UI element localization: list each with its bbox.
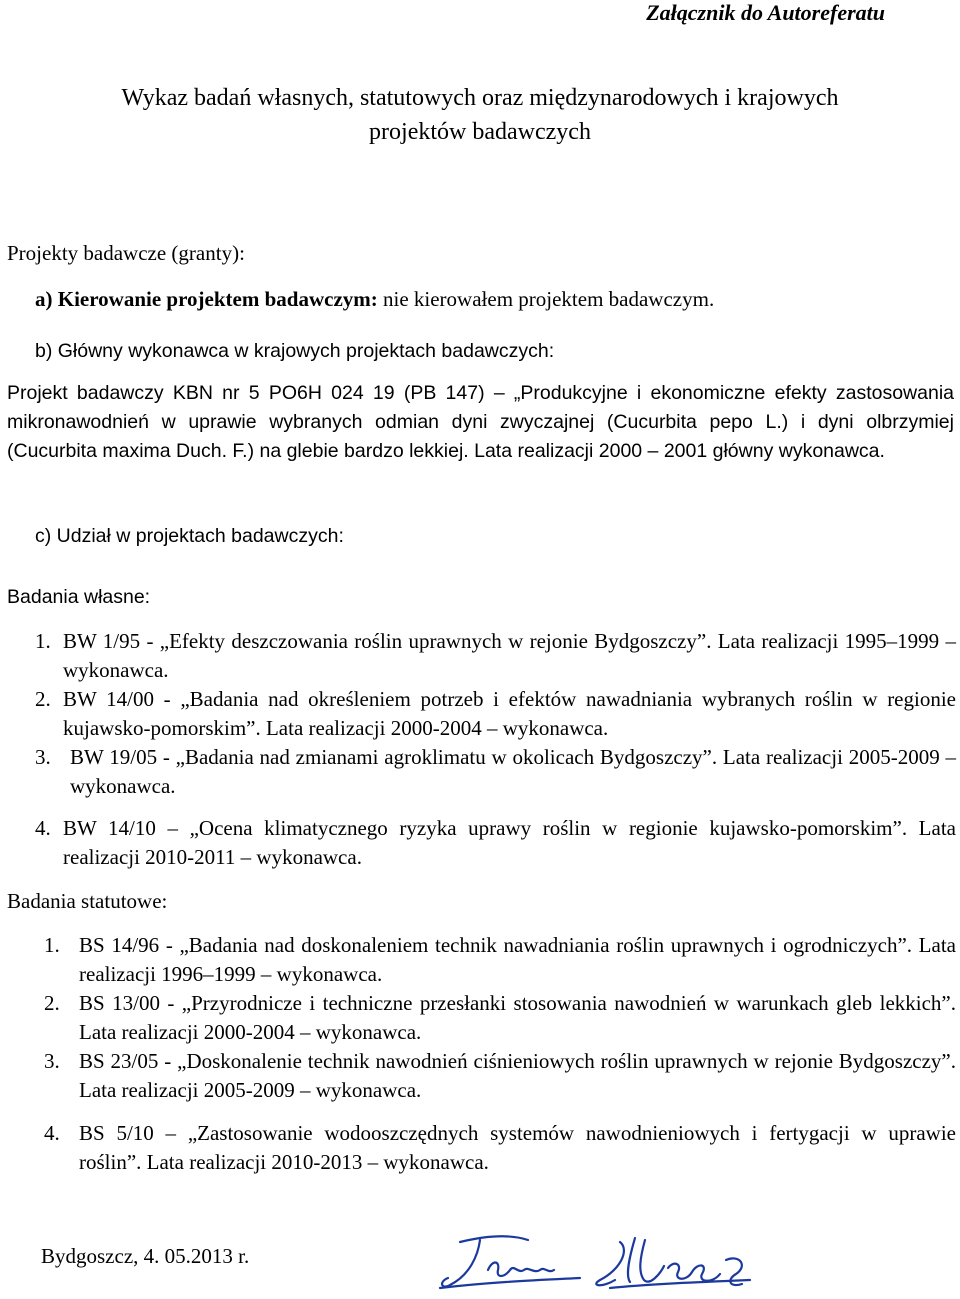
list-item-number: 3. bbox=[44, 1049, 60, 1073]
own-research-item-2 bbox=[35, 685, 956, 743]
list-item-number: 3. bbox=[35, 745, 51, 769]
list-item-number: 4. bbox=[44, 1121, 60, 1145]
own-research-item-4 bbox=[35, 814, 956, 872]
statutory-research-item-1 bbox=[44, 931, 956, 989]
list-item-text: BW 14/10 – „Ocena klimatycznego ryzyka uprawy roślin w regionie kujawsko-pomorskim”. Lata realizacji 2010-2011 – wykonawca. bbox=[63, 816, 956, 869]
grants-item-c-heading: c) Udział w projektach badawczych: bbox=[35, 525, 344, 547]
handwritten-signature bbox=[430, 1230, 760, 1295]
grants-item-b-heading: b) Główny wykonawca w krajowych projektach badawczych: bbox=[35, 340, 555, 362]
list-item-number: 2. bbox=[35, 687, 51, 711]
document-title-line-1: Wykaz badań własnych, statutowych oraz międzynarodowych i krajowych bbox=[121, 85, 839, 111]
appendix-label: Załącznik do Autoreferatu bbox=[646, 0, 885, 25]
signature-strokes bbox=[440, 1236, 750, 1288]
list-item-text: BW 14/00 - „Badania nad określeniem potrzeb i efektów nawadniania wybranych roślin w regionie kujawsko-pomorskim”. Lata realizacji 2000-2004 – wykonawca. bbox=[63, 687, 956, 740]
statutory-research-heading: Badania statutowe: bbox=[7, 889, 168, 913]
statutory-research-item-4 bbox=[44, 1119, 956, 1177]
list-item-text: BW 19/05 - „Badania nad zmianami agroklimatu w okolicach Bydgoszczy”. Lata realizacji 2005-2009 – wykonawca. bbox=[70, 745, 956, 798]
list-item-text: BS 13/00 - „Przyrodnicze i techniczne przesłanki stosowania nawodnień w warunkach gleb lekkich”. Lata realizacji 2000-2004 – wykonawca. bbox=[79, 991, 956, 1044]
grants-item-b-text: Projekt badawczy KBN nr 5 PO6H 024 19 (PB 147) – „Produkcyjne i ekonomiczne efekty zastosowania mikronawodnień w uprawie wybranych odmian dyni zwyczajnej (Cucurbita pepo L.) i dyni olbrzymiej (Cucurbita maxima Duch. F.) na glebie bardzo lekkiej. Lata realizacji 2000 – 2001 główny wykonawca. bbox=[7, 382, 954, 462]
list-item-text: BS 23/05 - „Doskonalenie technik nawodnień ciśnieniowych roślin uprawnych w rejonie Bydgoszczy”. Lata realizacji 2005-2009 – wykonawca. bbox=[79, 1049, 956, 1102]
grants-item-a bbox=[35, 287, 714, 312]
statutory-research-item-3 bbox=[44, 1047, 956, 1105]
grants-heading: Projekty badawcze (granty): bbox=[7, 241, 245, 265]
list-item-text: BW 1/95 - „Efekty deszczowania roślin uprawnych w rejonie Bydgoszczy”. Lata realizacji 1995–1999 – wykonawca. bbox=[63, 629, 956, 682]
document-title-line-2: projektów badawczych bbox=[369, 119, 591, 145]
list-item-number: 2. bbox=[44, 991, 60, 1015]
place-date: Bydgoszcz, 4. 05.2013 r. bbox=[41, 1244, 250, 1268]
list-item-number: 1. bbox=[35, 629, 51, 653]
own-research-item-1 bbox=[35, 627, 956, 685]
list-item-number: 4. bbox=[35, 816, 51, 840]
list-item-text: BS 14/96 - „Badania nad doskonaleniem technik nawadniania roślin uprawnych i ogrodniczych”. Lata realizacji 1996–1999 – wykonawca. bbox=[79, 933, 956, 986]
own-research-item-3 bbox=[35, 743, 956, 801]
grants-item-a-label: a) Kierowanie projektem badawczym: bbox=[35, 287, 378, 311]
list-item-text: BS 5/10 – „Zastosowanie wodooszczędnych systemów nawodnieniowych i fertygacji w uprawie roślin”. Lata realizacji 2010-2013 – wykonawca. bbox=[79, 1121, 956, 1174]
grants-item-a-text: nie kierowałem projektem badawczym. bbox=[377, 287, 715, 311]
statutory-research-item-2 bbox=[44, 989, 956, 1047]
own-research-heading: Badania własne: bbox=[7, 586, 151, 608]
list-item-number: 1. bbox=[44, 933, 60, 957]
